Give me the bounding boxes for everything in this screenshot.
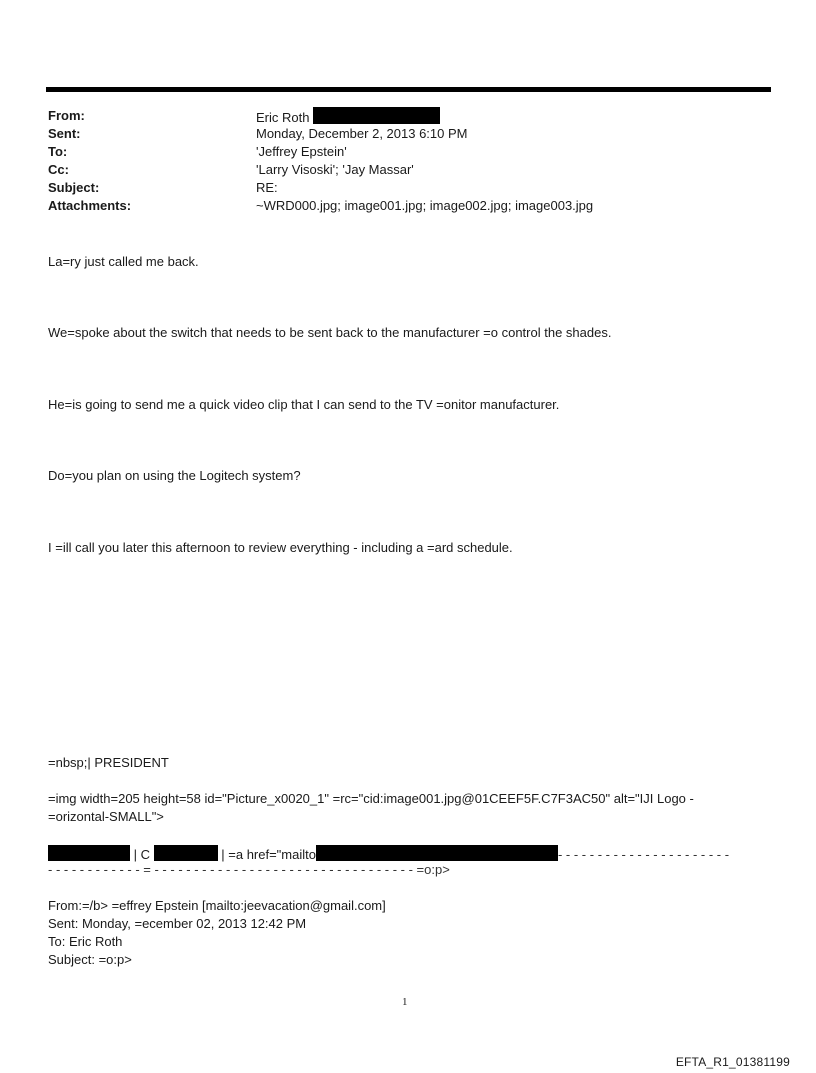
attachments-value: ~WRD000.jpg; image001.jpg; image002.jpg; image003.jpg bbox=[256, 198, 594, 213]
quoted-subject: Subject: =o:p> bbox=[48, 952, 132, 967]
quoted-from: From:=/b> =effrey Epstein [mailto:jeevacation@gmail.com] bbox=[48, 898, 386, 913]
dash-tail: - - - - - - - - - - - - - - - - - - - - - - bbox=[557, 847, 730, 862]
attachments-label: Attachments: bbox=[48, 198, 132, 213]
signature-dash-line: - - - - - - - - - - - - = - - - - - - - - - - - - - - - - - - - - - - - - - - - - - - - - - =o:p> bbox=[48, 862, 450, 877]
from-value bbox=[256, 107, 440, 127]
from-name: Eric Roth bbox=[256, 110, 310, 125]
from-label: From: bbox=[48, 108, 85, 123]
body-line-1: La=ry just called me back. bbox=[48, 254, 199, 269]
page-number: 1 bbox=[402, 996, 408, 1008]
sent-label: Sent: bbox=[48, 126, 81, 141]
cc-label: Cc: bbox=[48, 162, 69, 177]
to-label: To: bbox=[48, 144, 68, 159]
document-id: EFTA_R1_01381199 bbox=[675, 1055, 790, 1069]
quoted-sent: Sent: Monday, =ecember 02, 2013 12:42 PM bbox=[48, 916, 307, 931]
to-value: 'Jeffrey Epstein' bbox=[256, 144, 347, 159]
redaction-box bbox=[48, 845, 130, 861]
redaction-box bbox=[316, 845, 558, 861]
signature-image-markup: =img width=205 height=58 id="Picture_x0020_1" =rc="cid:image001.jpg@01CEEF5F.C7F3AC50" alt="IJI Logo - =orizontal-SMALL"> bbox=[48, 791, 694, 824]
subject-label: Subject: bbox=[48, 180, 100, 195]
contact-separator-2: | =a href="mailto bbox=[221, 847, 316, 862]
body-line-5: I =ill call you later this afternoon to review everything - including a =ard schedule. bbox=[48, 540, 513, 555]
cc-value: 'Larry Visoski'; 'Jay Massar' bbox=[256, 162, 414, 177]
signature-title: =nbsp;| PRESIDENT bbox=[48, 755, 169, 770]
header-rule bbox=[46, 87, 771, 92]
subject-value: RE: bbox=[256, 180, 278, 195]
contact-separator-1: | C bbox=[133, 847, 151, 862]
sent-value: Monday, December 2, 2013 6:10 PM bbox=[256, 126, 468, 141]
redaction-box bbox=[313, 107, 440, 124]
body-line-4: Do=you plan on using the Logitech system? bbox=[48, 468, 301, 483]
body-line-2: We=spoke about the switch that needs to be sent back to the manufacturer =o control the shades. bbox=[48, 325, 612, 340]
body-line-3: He=is going to send me a quick video clip that I can send to the TV =onitor manufacturer. bbox=[48, 397, 560, 412]
redaction-box bbox=[154, 845, 218, 861]
quoted-to: To: Eric Roth bbox=[48, 934, 123, 949]
